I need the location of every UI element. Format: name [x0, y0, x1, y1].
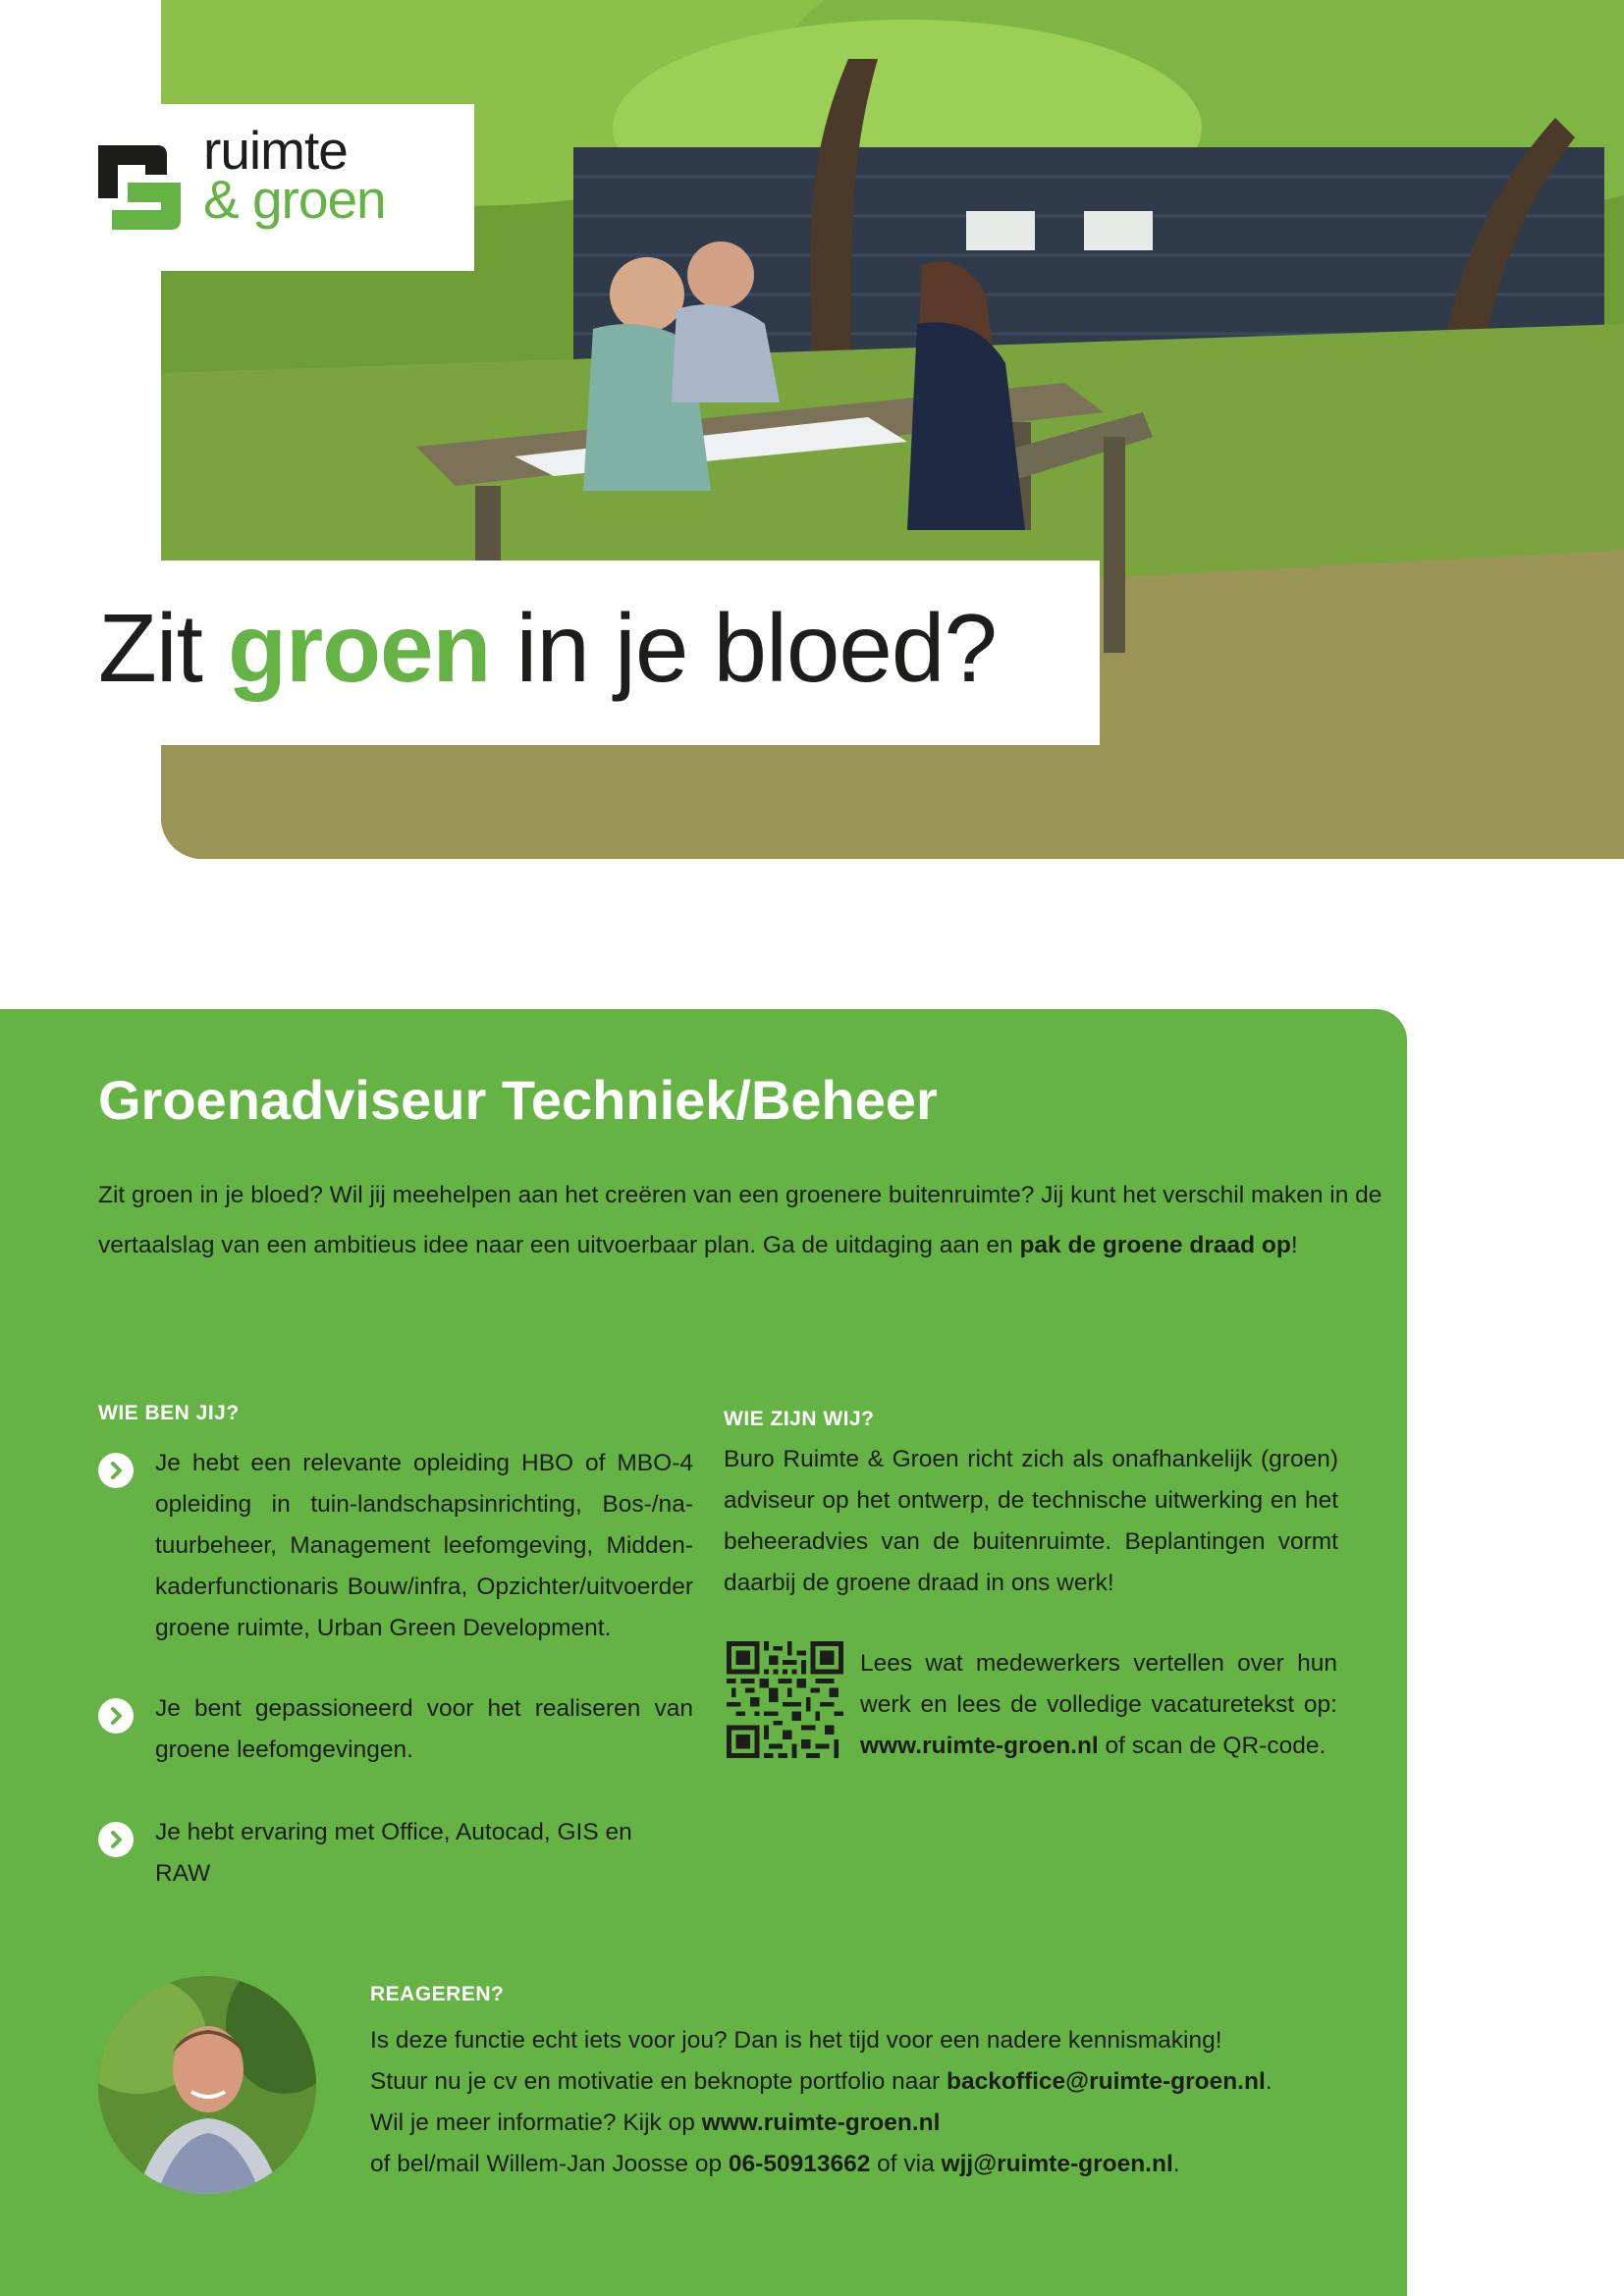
respond-line-4	[370, 2144, 1352, 2185]
chevron-right-icon	[98, 1822, 134, 1857]
contact-avatar	[98, 1976, 316, 2194]
contact-photo	[98, 1976, 316, 2194]
read-more-end: of scan de QR-code.	[1098, 1733, 1326, 1759]
respond-line-2-end: .	[1265, 2068, 1272, 2095]
respond-line-4-mid: of via	[870, 2151, 942, 2177]
intro-bold: pak de groene draad op	[1019, 1232, 1291, 1258]
respond-line-4-end: .	[1172, 2151, 1180, 2177]
list-item	[98, 1812, 693, 1895]
logo-icon	[98, 145, 181, 230]
headline-part-1: Zit	[98, 594, 229, 702]
chevron-right-icon	[98, 1698, 134, 1734]
respond-line-3	[370, 2103, 1352, 2144]
website-link-2[interactable]: www.ruimte-groen.nl	[701, 2109, 941, 2136]
bullet-text: Je hebt ervaring met Office, Autocad, GIS en RAW	[155, 1819, 632, 1887]
logo-line-groen: & groen	[203, 169, 386, 230]
bullet-text: Je hebt een relevante opleiding HBO of MBO-4 opleiding in tuin-landschapsinrichting, Bos-/natuurbeheer, Management leefomgeving, Middenkaderfunctionaris Bouw/infra, Opzichter/uitvoerder groene ruimte, Urban Green Development.	[155, 1450, 693, 1641]
list-item	[98, 1443, 693, 1649]
intro-paragraph	[98, 1170, 1394, 1270]
logo-wordmark	[203, 120, 386, 230]
respond-heading: REAGEREN?	[370, 1983, 505, 2005]
chevron-right-icon	[98, 1453, 134, 1488]
who-are-we-heading: WIE ZIJN WIJ?	[724, 1408, 875, 1430]
list-item	[98, 1688, 693, 1771]
logo-line-ruimte: ruimte	[203, 120, 348, 181]
respond-line-3-text: Wil je meer informatie? Kijk op	[370, 2109, 702, 2136]
respond-line-1: Is deze functie echt iets voor jou? Dan is het tijd voor een nadere kennismaking!	[370, 2027, 1222, 2054]
headline-part-2: in je bloed?	[490, 594, 997, 702]
headline-accent: groen	[228, 594, 491, 702]
contact-email-link[interactable]: wjj@ruimte-groen.nl	[941, 2151, 1173, 2177]
intro-end: !	[1290, 1232, 1298, 1258]
about-paragraph: Buro Ruimte & Groen richt zich als onafhankelijk (groen) adviseur op het ontwerp, de technische uitwerking en het beheeradvies van de buitenruimte. Beplantingen vormt daarbij de groene draad in ons werk!	[724, 1446, 1338, 1596]
job-title: Groenadviseur Techniek/Beheer	[98, 1069, 938, 1131]
read-more-paragraph	[860, 1643, 1337, 1767]
qr-code[interactable]	[727, 1641, 843, 1758]
read-more-text: Lees wat medewerkers vertellen over hun werk en lees de volledige vacaturetekst op:	[860, 1650, 1337, 1718]
respond-line-2	[370, 2061, 1352, 2103]
website-link[interactable]: www.ruimte-groen.nl	[860, 1733, 1099, 1759]
respond-line-4-text: of bel/mail Willem-Jan Joosse op	[370, 2151, 729, 2177]
intro-text: Zit groen in je bloed? Wil jij meehelpen aan het creëren van een groenere buitenruimte? Jij kunt het verschil maken in de vertaalslag van een ambitieus idee naar een uitvoerbaar plan. Ga de uitdaging aan en	[98, 1182, 1382, 1258]
respond-section	[370, 1983, 1352, 2185]
phone-number-link[interactable]: 06-50913662	[728, 2151, 871, 2177]
who-are-you-heading: WIE BEN JIJ?	[98, 1402, 240, 1424]
respond-line-2-text: Stuur nu je cv en motivatie en beknopte portfolio naar	[370, 2068, 947, 2095]
backoffice-email-link[interactable]: backoffice@ruimte-groen.nl	[947, 2068, 1266, 2095]
bullet-text: Je bent gepassioneerd voor het realiseren van groene leefomgevingen.	[155, 1695, 693, 1763]
hero-headline	[98, 589, 997, 707]
